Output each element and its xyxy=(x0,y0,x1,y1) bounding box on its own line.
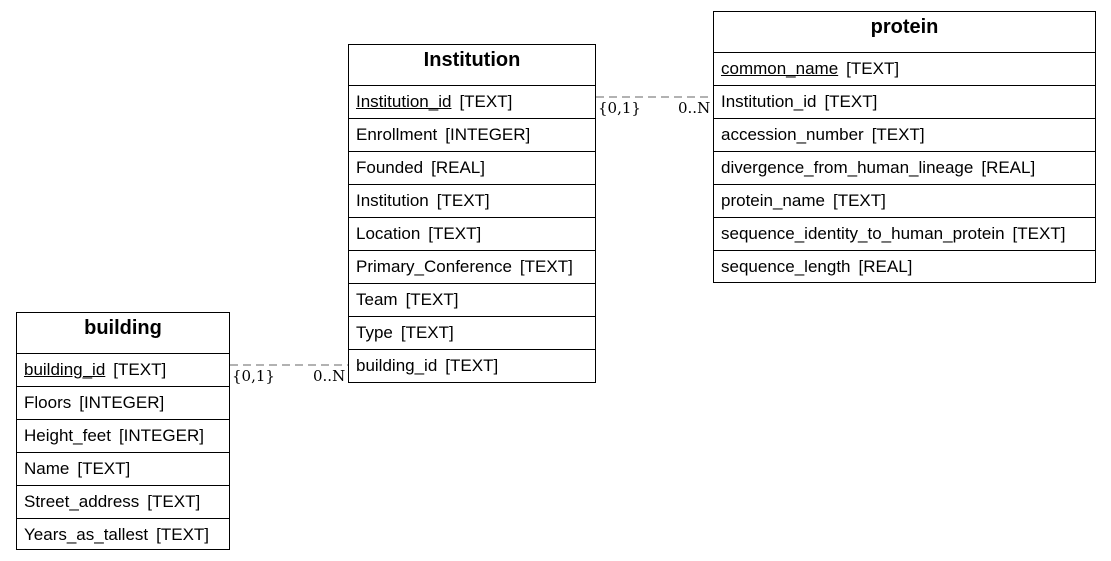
field-type: [TEXT] xyxy=(459,92,513,111)
field-row[interactable] xyxy=(714,185,1095,218)
field-name: Height_feet xyxy=(24,426,111,445)
field-row[interactable] xyxy=(349,218,595,251)
field-row[interactable] xyxy=(17,420,229,453)
field-row[interactable] xyxy=(349,284,595,317)
field-row[interactable] xyxy=(349,119,595,152)
field-type: [TEXT] xyxy=(445,356,499,375)
field-name: Enrollment xyxy=(356,125,438,144)
field-row[interactable] xyxy=(714,152,1095,185)
entity-title: protein xyxy=(714,12,1095,53)
field-row[interactable] xyxy=(714,53,1095,86)
field-name: sequence_identity_to_human_protein xyxy=(721,224,1005,243)
field-row[interactable] xyxy=(17,453,229,486)
field-name: Primary_Conference xyxy=(356,257,512,276)
field-row[interactable] xyxy=(349,185,595,218)
field-type: [INTEGER] xyxy=(118,426,204,445)
field-type: [TEXT] xyxy=(519,257,573,276)
field-name: Location xyxy=(356,224,421,243)
field-name: Name xyxy=(24,459,70,478)
field-row[interactable] xyxy=(714,251,1095,284)
field-type: [TEXT] xyxy=(846,59,900,78)
field-row[interactable] xyxy=(714,119,1095,152)
field-row[interactable] xyxy=(349,317,595,350)
field-type: [TEXT] xyxy=(824,92,878,111)
field-type: [TEXT] xyxy=(1012,224,1066,243)
primary-key-name: building_id xyxy=(24,360,106,379)
field-name: Institution xyxy=(356,191,429,210)
field-name: divergence_from_human_lineage xyxy=(721,158,974,177)
field-type: [TEXT] xyxy=(77,459,131,478)
field-type: [TEXT] xyxy=(400,323,454,342)
field-name: Type xyxy=(356,323,393,342)
field-type: [REAL] xyxy=(981,158,1036,177)
field-type: [TEXT] xyxy=(147,492,201,511)
primary-key-name: common_name xyxy=(721,59,839,78)
cardinality-to-institution: 0..N xyxy=(313,367,346,385)
field-row[interactable] xyxy=(17,354,229,387)
field-name: protein_name xyxy=(721,191,825,210)
field-type: [TEXT] xyxy=(113,360,167,379)
field-name: accession_number xyxy=(721,125,864,144)
field-type: [TEXT] xyxy=(832,191,886,210)
field-name: building_id xyxy=(356,356,438,375)
entity-title: Institution xyxy=(349,45,595,86)
field-row[interactable] xyxy=(17,519,229,552)
field-name: sequence_length xyxy=(721,257,851,276)
entity-institution[interactable] xyxy=(348,44,596,383)
field-type: [TEXT] xyxy=(436,191,490,210)
field-row[interactable] xyxy=(17,486,229,519)
entity-title: building xyxy=(17,313,229,354)
cardinality-from-building: {0,1} xyxy=(232,367,275,385)
field-row[interactable] xyxy=(714,218,1095,251)
field-row[interactable] xyxy=(714,86,1095,119)
field-type: [TEXT] xyxy=(871,125,925,144)
field-name: Institution_id xyxy=(721,92,817,111)
field-type: [REAL] xyxy=(431,158,485,177)
field-row[interactable] xyxy=(349,86,595,119)
field-type: [TEXT] xyxy=(405,290,459,309)
entity-building[interactable] xyxy=(16,312,230,550)
field-name: Team xyxy=(356,290,398,309)
cardinality-from-institution: {0,1} xyxy=(598,99,641,117)
field-name: Floors xyxy=(24,393,72,412)
field-row[interactable] xyxy=(349,350,595,383)
field-name: Street_address xyxy=(24,492,140,511)
field-type: [INTEGER] xyxy=(445,125,531,144)
field-row[interactable] xyxy=(17,387,229,420)
field-type: [TEXT] xyxy=(428,224,482,243)
field-row[interactable] xyxy=(349,251,595,284)
cardinality-to-protein: 0..N xyxy=(678,99,711,117)
field-type: [TEXT] xyxy=(156,525,210,544)
field-name: Founded xyxy=(356,158,424,177)
field-type: [INTEGER] xyxy=(79,393,165,412)
entity-protein[interactable] xyxy=(713,11,1096,283)
field-row[interactable] xyxy=(349,152,595,185)
primary-key-name: Institution_id xyxy=(356,92,452,111)
field-type: [REAL] xyxy=(858,257,913,276)
field-name: Years_as_tallest xyxy=(24,525,149,544)
